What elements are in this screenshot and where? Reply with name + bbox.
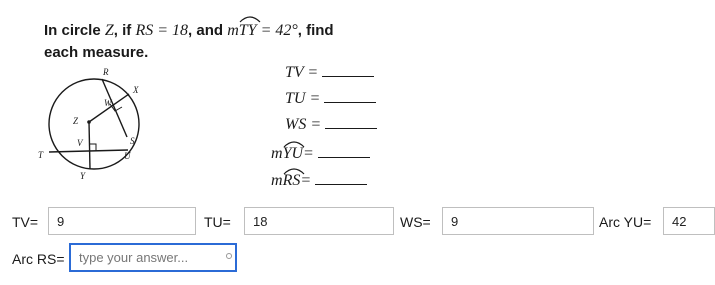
arc-letters: RS [282, 172, 301, 189]
arc-symbol-icon [283, 140, 305, 148]
arc-letters: YU [282, 145, 304, 162]
problem-prompt [44, 20, 334, 64]
arc-measure-m: m [227, 22, 239, 39]
arc-letters: TY [238, 22, 257, 39]
equation-lhs: TU = [285, 90, 321, 107]
arc-rs-label: Arc RS= [12, 251, 65, 267]
arc-value: = 42° [256, 22, 298, 39]
equation-equals: = [300, 172, 312, 189]
label-t: T [38, 150, 44, 160]
chord-tu [49, 150, 128, 152]
ws-input[interactable]: 9 [442, 207, 594, 235]
circle-name: Z [104, 22, 114, 39]
equation-lhs: TV = [285, 64, 319, 81]
arc-measure-m: m [271, 172, 283, 189]
right-angle-w [110, 104, 122, 111]
arc-rs [283, 172, 301, 190]
label-w: W [104, 98, 112, 108]
equation-arc-rs [271, 172, 367, 190]
arc-measure-m: m [271, 145, 283, 162]
arc-yu-input[interactable]: 42 [663, 207, 715, 235]
resize-handle-icon [226, 253, 232, 259]
equation-tu [285, 90, 376, 108]
prompt-line-1 [44, 20, 334, 42]
arc-yu [283, 145, 303, 163]
ws-label: WS= [400, 214, 431, 230]
label-u: U [124, 151, 131, 161]
answer-blank [315, 172, 367, 185]
prompt-text: , and [188, 22, 228, 39]
answer-blank [322, 64, 374, 77]
tu-label: TU= [204, 214, 231, 230]
label-s: S [130, 136, 135, 146]
prompt-line-2: each measure. [44, 44, 149, 61]
arc-rs-input[interactable] [69, 243, 237, 272]
equation-lhs: WS = [285, 116, 322, 133]
tv-input[interactable]: 9 [48, 207, 196, 235]
prompt-text: , find [297, 22, 334, 39]
circle-diagram [32, 66, 162, 186]
segment-zy [89, 122, 90, 169]
arc-ty [239, 20, 257, 42]
arc-symbol-icon [239, 15, 261, 23]
tu-input[interactable]: 18 [244, 207, 394, 235]
center-point [87, 120, 91, 124]
right-angle-v [90, 144, 96, 151]
arc-yu-label: Arc YU= [599, 214, 652, 230]
equation-arc-yu [271, 145, 370, 163]
answer-blank [324, 90, 376, 103]
label-v: V [77, 138, 83, 148]
label-r: R [103, 67, 109, 77]
tv-label: TV= [12, 214, 39, 230]
arc-symbol-icon [283, 167, 305, 175]
label-y: Y [80, 171, 86, 181]
prompt-text: , if [113, 22, 136, 39]
answer-blank [318, 145, 370, 158]
label-z: Z [73, 116, 79, 126]
prompt-text: In circle [44, 22, 105, 39]
label-x: X [133, 85, 139, 95]
rs-expression: RS = 18 [135, 22, 189, 39]
equation-equals: = [303, 145, 314, 162]
answer-blank [325, 116, 377, 129]
equation-tv [285, 64, 374, 82]
equation-ws [285, 116, 377, 134]
arc-rs-placeholder: type your answer... [79, 250, 189, 265]
chord-rs [102, 79, 127, 137]
